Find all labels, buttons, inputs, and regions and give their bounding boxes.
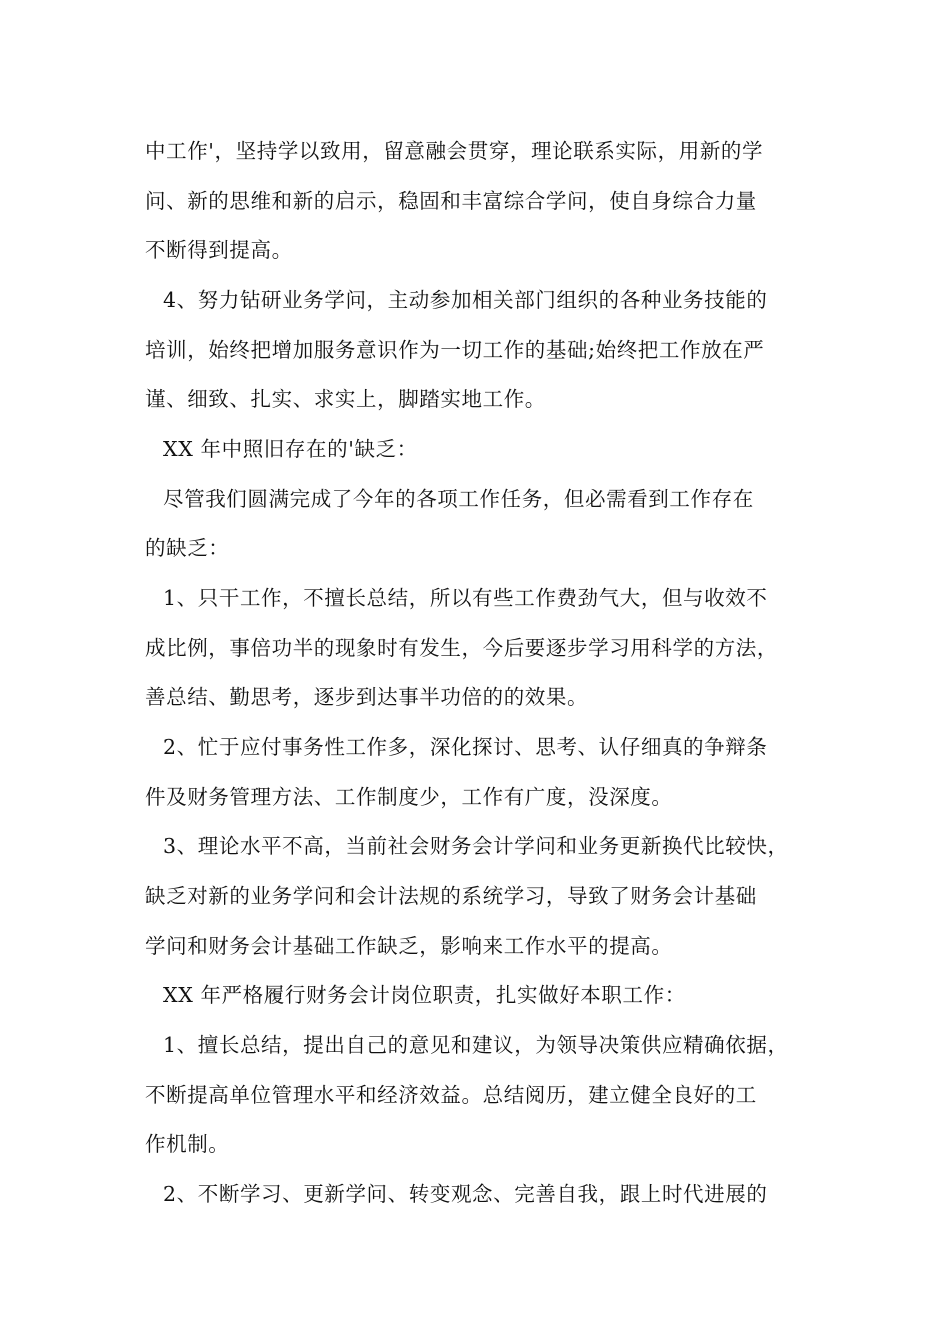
text-line: 的缺乏： bbox=[145, 536, 230, 560]
text-line: 3、理论水平不高，当前社会财务会计学问和业务更新换代比较快， bbox=[163, 834, 789, 858]
text-line: 谨、细致、扎实、求实上，脚踏实地工作。 bbox=[145, 387, 546, 411]
text-line: 1、擅长总结，提出自己的意见和建议，为领导决策供应精确依据， bbox=[163, 1033, 789, 1057]
text-line: 不断提高单位管理水平和经济效益。总结阅历，建立健全良好的工 bbox=[145, 1083, 757, 1107]
text-line: 4、努力钻研业务学问，主动参加相关部门组织的各种业务技能的 bbox=[163, 288, 768, 312]
text-line: 培训，始终把增加服务意识作为一切工作的基础;始终把工作放在严 bbox=[145, 338, 765, 362]
text-line: 缺乏对新的业务学问和会计法规的系统学习，导致了财务会计基础 bbox=[145, 884, 757, 908]
text-line: 件及财务管理方法、工作制度少，工作有广度，没深度。 bbox=[145, 785, 673, 809]
text-line: 2、不断学习、更新学问、转变观念、完善自我，跟上时代进展的 bbox=[163, 1182, 768, 1206]
text-line: 尽管我们圆满完成了今年的各项工作任务，但必需看到工作存在 bbox=[163, 487, 754, 511]
text-line: 2、忙于应付事务性工作多，深化探讨、思考、认仔细真的争辩条 bbox=[163, 735, 768, 759]
section-heading: XX 年严格履行财务会计岗位职责，扎实做好本职工作： bbox=[163, 983, 686, 1007]
text-line: 问、新的思维和新的启示，稳固和丰富综合学问，使自身综合力量 bbox=[145, 189, 757, 213]
text-line: 成比例，事倍功半的现象时有发生，今后要逐步学习用科学的方法， bbox=[145, 636, 778, 660]
text-line: 学问和财务会计基础工作缺乏，影响来工作水平的提高。 bbox=[145, 934, 673, 958]
text-line: 善总结、勤思考，逐步到达事半功倍的的效果。 bbox=[145, 685, 589, 709]
text-line: 作机制。 bbox=[145, 1132, 230, 1156]
text-line: 中工作'，坚持学以致用，留意融会贯穿，理论联系实际，用新的学 bbox=[145, 139, 764, 163]
text-line: 不断得到提高。 bbox=[145, 238, 293, 262]
text-line: 1、只干工作，不擅长总结，所以有些工作费劲气大，但与收效不 bbox=[163, 586, 768, 610]
section-heading: XX 年中照旧存在的'缺乏： bbox=[163, 437, 418, 461]
